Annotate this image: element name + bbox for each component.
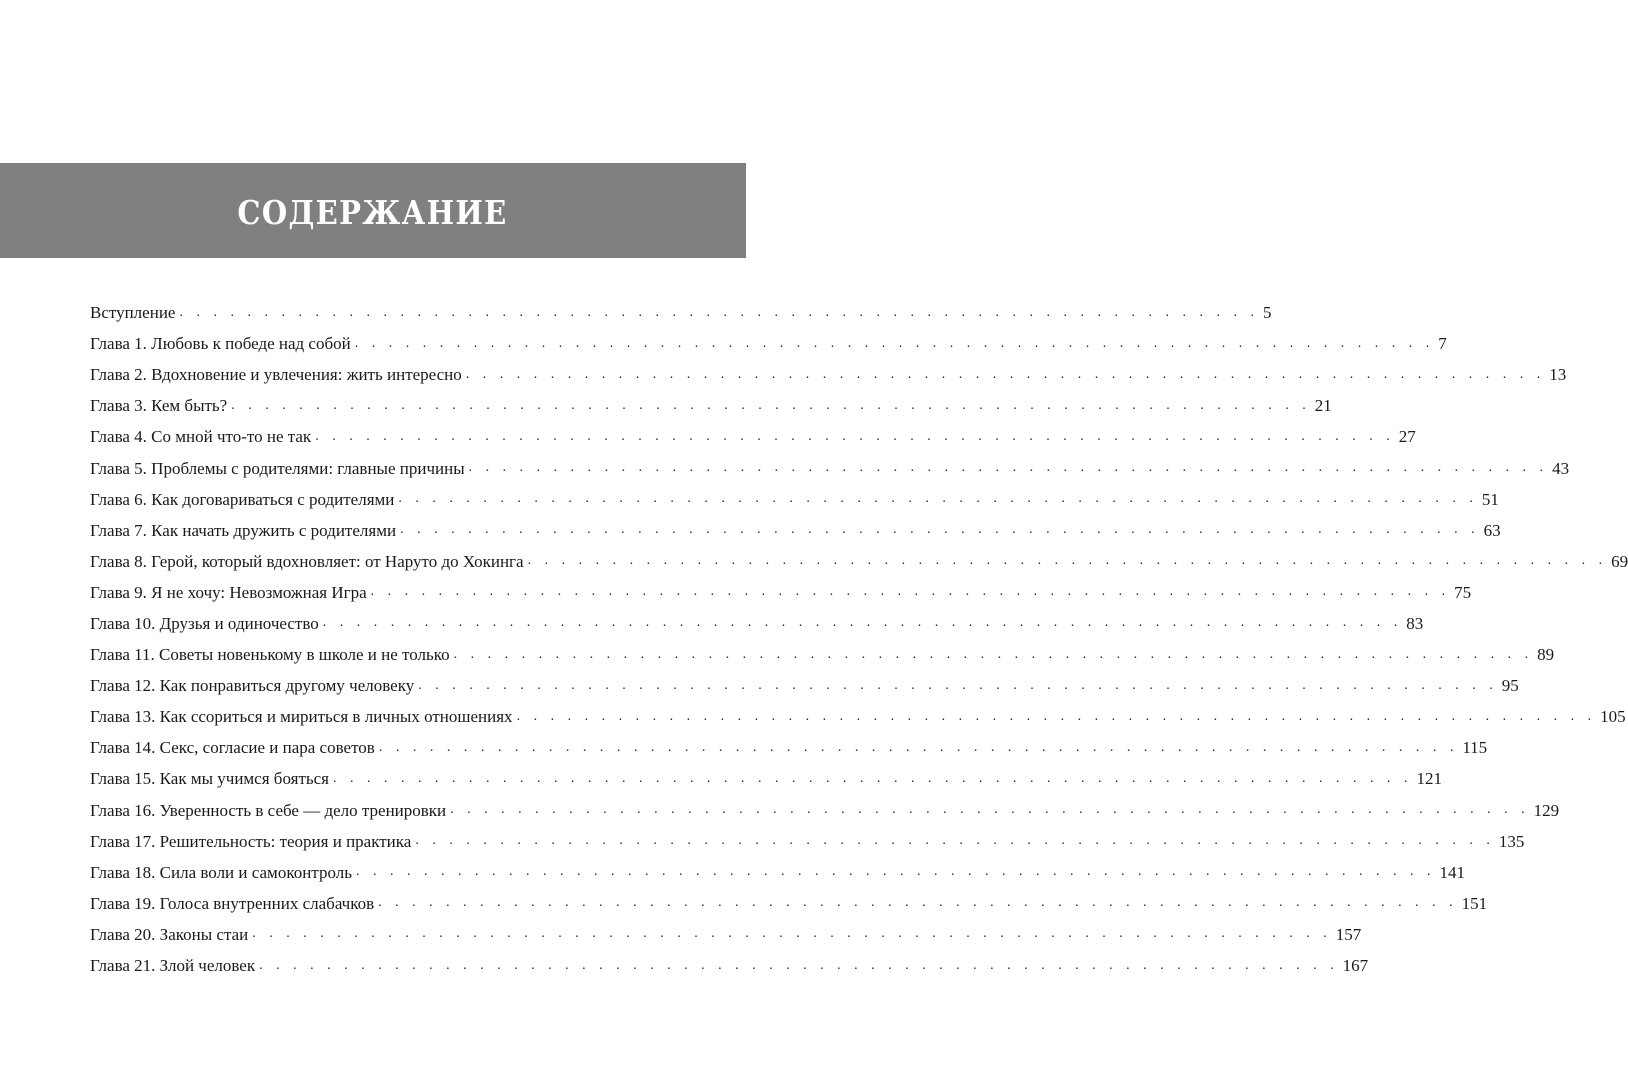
toc-entry <box>90 888 1488 919</box>
toc-entry <box>90 701 1626 732</box>
toc-entry-page: 121 <box>1416 769 1442 789</box>
toc-entry <box>90 484 1499 515</box>
toc-entry-page: 43 <box>1552 458 1570 478</box>
toc-entry-title: Глава 8. Герой, который вдохновляет: от Наруто до Хокинга <box>90 551 524 571</box>
table-of-contents <box>90 297 1628 981</box>
toc-entry-page: 141 <box>1439 862 1465 882</box>
toc-entry-title: Глава 16. Уверенность в себе — дело тренировки <box>90 800 447 820</box>
toc-entry-page: 63 <box>1483 520 1501 540</box>
toc-entry-page: 83 <box>1406 613 1424 633</box>
toc-entry-title: Глава 14. Секс, согласие и пара советов <box>90 738 375 758</box>
toc-dot-leader: . . . . . . . . . . . . . . . . . . . . . . . . . . . . . . . . . . . . . . . . . . . . . . . . . . . . . . . . . . . . . . . . <box>322 615 1403 631</box>
toc-dot-leader: . . . . . . . . . . . . . . . . . . . . . . . . . . . . . . . . . . . . . . . . . . . . . . . . . . . . . . . . . . . . . . . . <box>418 677 1498 693</box>
title-band <box>0 163 746 258</box>
toc-dot-leader: . . . . . . . . . . . . . . . . . . . . . . . . . . . . . . . . . . . . . . . . . . . . . . . . . . . . . . . . . . . . . . . . <box>450 802 1530 818</box>
toc-dot-leader: . . . . . . . . . . . . . . . . . . . . . . . . . . . . . . . . . . . . . . . . . . . . . . . . . . . . . . . . . . . . . . . . <box>468 460 1549 476</box>
toc-entry-title: Глава 1. Любовь к победе над собой <box>90 334 351 354</box>
toc-entry-title: Глава 3. Кем быть? <box>90 396 228 416</box>
toc-entry-page: 51 <box>1481 489 1499 509</box>
toc-entry <box>90 452 1570 483</box>
toc-entry-page: 13 <box>1549 365 1567 385</box>
toc-entry-title: Глава 9. Я не хочу: Невозможная Игра <box>90 582 367 602</box>
toc-entry-title: Глава 10. Друзья и одиночество <box>90 613 319 633</box>
toc-entry <box>90 795 1560 826</box>
toc-dot-leader: . . . . . . . . . . . . . . . . . . . . . . . . . . . . . . . . . . . . . . . . . . . . . . . . . . . . . . . . . . . . . . . . <box>315 428 1395 444</box>
toc-entry-page: 95 <box>1501 676 1519 696</box>
toc-entry-title: Глава 12. Как понравиться другому человеку <box>90 676 415 696</box>
toc-dot-leader: . . . . . . . . . . . . . . . . . . . . . . . . . . . . . . . . . . . . . . . . . . . . . . . . . . . . . . . . . . . . . . . . <box>527 553 1608 569</box>
toc-dot-leader: . . . . . . . . . . . . . . . . . . . . . . . . . . . . . . . . . . . . . . . . . . . . . . . . . . . . . . . . . . . . . . . . <box>415 833 1495 849</box>
toc-entry-title: Глава 11. Советы новенькому в школе и не только <box>90 645 450 665</box>
toc-dot-leader: . . . . . . . . . . . . . . . . . . . . . . . . . . . . . . . . . . . . . . . . . . . . . . . . . . . . . . . . . . . . . . . . <box>398 491 1478 507</box>
toc-entry <box>90 919 1362 950</box>
toc-entry <box>90 515 1501 546</box>
toc-entry-page: 129 <box>1533 800 1560 820</box>
toc-entry <box>90 763 1442 794</box>
toc-dot-leader: . . . . . . . . . . . . . . . . . . . . . . . . . . . . . . . . . . . . . . . . . . . . . . . . . . . . . . . . . . . . . . . . <box>354 335 1435 351</box>
toc-entry-title: Глава 19. Голоса внутренних слабачков <box>90 893 375 913</box>
toc-entry-title: Глава 2. Вдохновение и увлечения: жить интересно <box>90 365 462 385</box>
page-title: СОДЕРЖАНИЕ <box>237 193 509 232</box>
toc-entry-title: Глава 18. Сила воли и самоконтроль <box>90 862 352 882</box>
toc-entry-page: 157 <box>1335 924 1362 944</box>
toc-entry <box>90 297 1272 328</box>
toc-entry <box>90 359 1567 390</box>
toc-entry-page: 89 <box>1537 645 1555 665</box>
toc-entry-page: 69 <box>1611 551 1628 571</box>
toc-entry-title: Глава 20. Законы стаи <box>90 924 249 944</box>
toc-entry <box>90 670 1519 701</box>
toc-entry <box>90 950 1369 981</box>
toc-entry <box>90 639 1555 670</box>
toc-entry <box>90 608 1424 639</box>
toc-entry-page: 167 <box>1342 956 1369 976</box>
toc-dot-leader: . . . . . . . . . . . . . . . . . . . . . . . . . . . . . . . . . . . . . . . . . . . . . . . . . . . . . . . . . . . . . . . . <box>333 770 1413 786</box>
toc-dot-leader: . . . . . . . . . . . . . . . . . . . . . . . . . . . . . . . . . . . . . . . . . . . . . . . . . . . . . . . . . . . . . . . . <box>231 397 1311 413</box>
toc-entry-page: 105 <box>1600 707 1626 727</box>
toc-dot-leader: . . . . . . . . . . . . . . . . . . . . . . . . . . . . . . . . . . . . . . . . . . . . . . . . . . . . . . . . . . . . . . . . <box>370 584 1451 600</box>
toc-entry <box>90 421 1416 452</box>
toc-entry <box>90 546 1628 577</box>
toc-dot-leader: . . . . . . . . . . . . . . . . . . . . . . . . . . . . . . . . . . . . . . . . . . . . . . . . . . . . . . . . . . . . . . . . <box>179 304 1259 320</box>
toc-entry-title: Глава 13. Как ссориться и мириться в личных отношениях <box>90 707 513 727</box>
toc-dot-leader: . . . . . . . . . . . . . . . . . . . . . . . . . . . . . . . . . . . . . . . . . . . . . . . . . . . . . . . . . . . . . . . . <box>259 957 1339 973</box>
toc-dot-leader: . . . . . . . . . . . . . . . . . . . . . . . . . . . . . . . . . . . . . . . . . . . . . . . . . . . . . . . . . . . . . . . . <box>378 895 1458 911</box>
toc-entry-page: 7 <box>1438 334 1447 354</box>
toc-entry-page: 135 <box>1498 831 1525 851</box>
toc-dot-leader: . . . . . . . . . . . . . . . . . . . . . . . . . . . . . . . . . . . . . . . . . . . . . . . . . . . . . . . . . . . . . . . . <box>355 864 1436 880</box>
toc-entry <box>90 732 1488 763</box>
toc-entry <box>90 857 1465 888</box>
toc-dot-leader: . . . . . . . . . . . . . . . . . . . . . . . . . . . . . . . . . . . . . . . . . . . . . . . . . . . . . . . . . . . . . . . . <box>252 926 1332 942</box>
toc-entry-page: 151 <box>1461 893 1488 913</box>
toc-entry <box>90 328 1447 359</box>
toc-entry <box>90 390 1332 421</box>
toc-dot-leader: . . . . . . . . . . . . . . . . . . . . . . . . . . . . . . . . . . . . . . . . . . . . . . . . . . . . . . . . . . . . . . . . <box>453 646 1534 662</box>
toc-entry-title: Глава 21. Злой человек <box>90 956 256 976</box>
toc-dot-leader: . . . . . . . . . . . . . . . . . . . . . . . . . . . . . . . . . . . . . . . . . . . . . . . . . . . . . . . . . . . . . . . . <box>400 522 1480 538</box>
toc-entry-title: Глава 17. Решительность: теория и практика <box>90 831 412 851</box>
toc-dot-leader: . . . . . . . . . . . . . . . . . . . . . . . . . . . . . . . . . . . . . . . . . . . . . . . . . . . . . . . . . . . . . . . . <box>516 708 1597 724</box>
toc-entry-title: Глава 5. Проблемы с родителями: главные причины <box>90 458 465 478</box>
toc-entry-title: Глава 15. Как мы учимся бояться <box>90 769 329 789</box>
toc-entry-page: 75 <box>1454 582 1472 602</box>
toc-dot-leader: . . . . . . . . . . . . . . . . . . . . . . . . . . . . . . . . . . . . . . . . . . . . . . . . . . . . . . . . . . . . . . . . <box>465 366 1546 382</box>
toc-entry-title: Глава 4. Со мной что-то не так <box>90 427 312 447</box>
toc-entry-page: 27 <box>1398 427 1416 447</box>
toc-entry-page: 5 <box>1262 303 1272 323</box>
toc-entry-page: 115 <box>1462 738 1488 758</box>
toc-entry-page: 21 <box>1314 396 1332 416</box>
toc-entry-title: Вступление <box>90 303 176 323</box>
toc-entry <box>90 826 1525 857</box>
toc-entry-title: Глава 6. Как договариваться с родителями <box>90 489 395 509</box>
toc-entry-title: Глава 7. Как начать дружить с родителями <box>90 520 397 540</box>
toc-entry <box>90 577 1472 608</box>
toc-dot-leader: . . . . . . . . . . . . . . . . . . . . . . . . . . . . . . . . . . . . . . . . . . . . . . . . . . . . . . . . . . . . . . . . <box>378 739 1459 755</box>
